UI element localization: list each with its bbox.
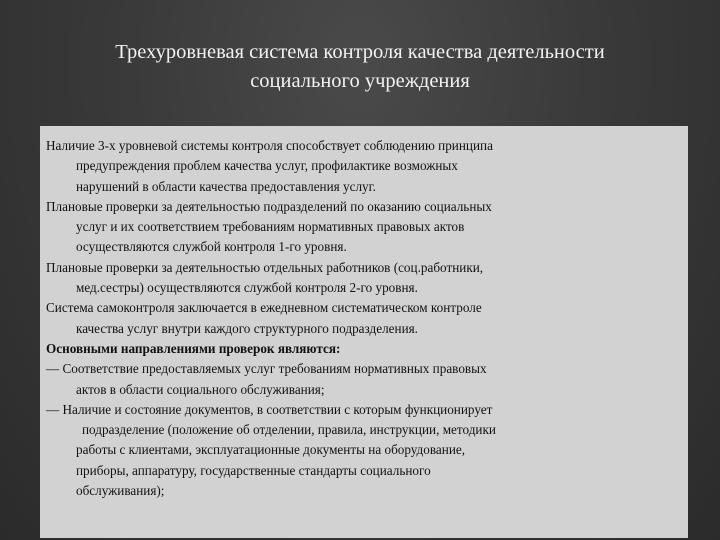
text-line: — Соответствие предоставляемых услуг требованиям нормативных правовых [46,361,487,377]
text-line: актов в области социального обслуживания; [76,381,325,397]
text-line: работы с клиентами, эксплуатационные документы на оборудование, [76,442,466,458]
text-line: мед.сестры) осуществляются службой контроля 2-го уровня. [76,280,418,296]
content-panel [40,126,688,538]
text-line: качества услуг внутри каждого структурного подразделения. [76,320,418,336]
text-line: приборы, аппаратуру, государственные стандарты социального [76,462,431,478]
text-line: Система самоконтроля заключается в ежедневном систематическом контроле [46,300,482,316]
text-line: Наличие 3-х уровневой системы контроля способствует соблюдению принципа [46,138,493,153]
text-line: нарушений в области качества предоставления услуг. [76,178,376,194]
text-line: Плановые проверки за деятельностью отдельных работников (соц.работники, [46,259,484,275]
text-line: Плановые проверки за деятельностью подразделений по оказанию социальных [46,198,492,214]
text-line: — Наличие и состояние документов, в соответствии с которым функционирует [46,401,493,417]
text-line: подразделение (положение об отделении, правила, инструкции, методики [82,422,496,438]
slide-title [20,38,700,96]
section-heading: Основными направлениями проверок являются: [46,340,341,356]
slide-title-line-1: Трехуровневая система контроля качества деятельности [115,41,605,63]
text-line: обслуживания); [76,483,165,499]
text-line: услуг и их соответствием требованиям нормативных правовых актов [76,219,465,235]
text-line: осуществляются службой контроля 1-го уровня. [76,239,347,255]
slide-title-line-2: социального учреждения [250,70,470,92]
text-line: предупреждения проблем качества услуг, профилактике возможных [76,158,458,174]
